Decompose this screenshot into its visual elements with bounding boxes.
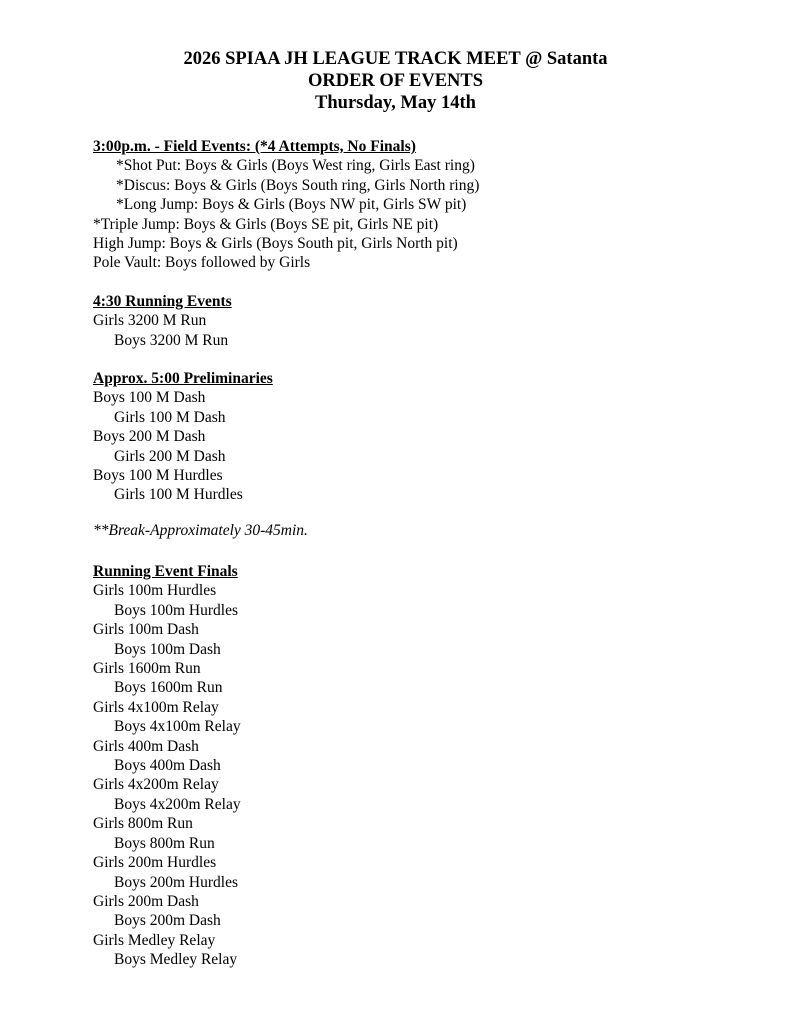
final-item: Girls Medley Relay [93,931,216,949]
final-item: Boys 400m Dash [114,757,221,775]
running-event-item: Boys 3200 M Run [114,331,229,349]
running-events-section [93,292,232,350]
final-item: Boys 1600m Run [114,679,223,697]
document-header [0,48,791,114]
meet-date: Thursday, May 14th [315,93,476,113]
field-events-title: 3:00p.m. - Field Events: (*4 Attempts, No Finals) [93,138,416,155]
preliminary-item: Boys 200 M Dash [93,428,206,446]
order-of-events-heading: ORDER OF EVENTS [307,71,484,91]
final-item: Girls 1600m Run [93,660,201,678]
field-event-item: *Long Jump: Boys & Girls (Boys NW pit, Girls SW pit) [116,196,467,214]
final-item: Boys Medley Relay [114,951,238,969]
running-events-title: 4:30 Running Events [93,293,232,310]
preliminaries-title: Approx. 5:00 Preliminaries [93,370,273,387]
final-item: Boys 200m Dash [114,912,221,930]
final-item: Girls 4x100m Relay [93,698,219,716]
field-event-item: High Jump: Boys & Girls (Boys South pit, Girls North pit) [93,235,458,253]
final-item: Boys 100m Dash [114,640,221,658]
finals-section [93,562,241,970]
final-item: Girls 800m Run [93,815,193,833]
preliminary-item: Girls 100 M Hurdles [114,486,243,504]
final-item: Girls 200m Hurdles [93,854,217,872]
preliminary-item: Boys 100 M Dash [93,389,206,407]
meet-title: 2026 SPIAA JH LEAGUE TRACK MEET @ Satanta [183,49,608,69]
running-event-item: Girls 3200 M Run [93,312,207,330]
final-item: Girls 200m Dash [93,892,199,910]
field-event-item: *Discus: Boys & Girls (Boys South ring, Girls North ring) [116,176,480,194]
final-item: Boys 4x200m Relay [114,795,241,813]
preliminaries-section [93,369,273,505]
preliminary-item: Girls 100 M Dash [114,408,226,426]
final-item: Girls 400m Dash [93,737,199,755]
break-note: **Break-Approximately 30-45min. [93,522,308,539]
preliminary-item: Boys 100 M Hurdles [93,467,223,485]
final-item: Girls 4x200m Relay [93,776,219,794]
preliminary-item: Girls 200 M Dash [114,447,226,465]
final-item: Girls 100m Dash [93,621,199,639]
field-events-section [93,137,479,273]
field-event-item: Pole Vault: Boys followed by Girls [93,254,311,272]
field-event-item: *Triple Jump: Boys & Girls (Boys SE pit, Girls NE pit) [93,215,439,233]
final-item: Boys 200m Hurdles [114,873,238,891]
final-item: Boys 100m Hurdles [114,601,238,619]
final-item: Girls 100m Hurdles [93,582,217,600]
finals-title: Running Event Finals [93,563,238,580]
final-item: Boys 4x100m Relay [114,718,241,736]
final-item: Boys 800m Run [114,834,215,852]
field-event-item: *Shot Put: Boys & Girls (Boys West ring, Girls East ring) [116,157,475,175]
